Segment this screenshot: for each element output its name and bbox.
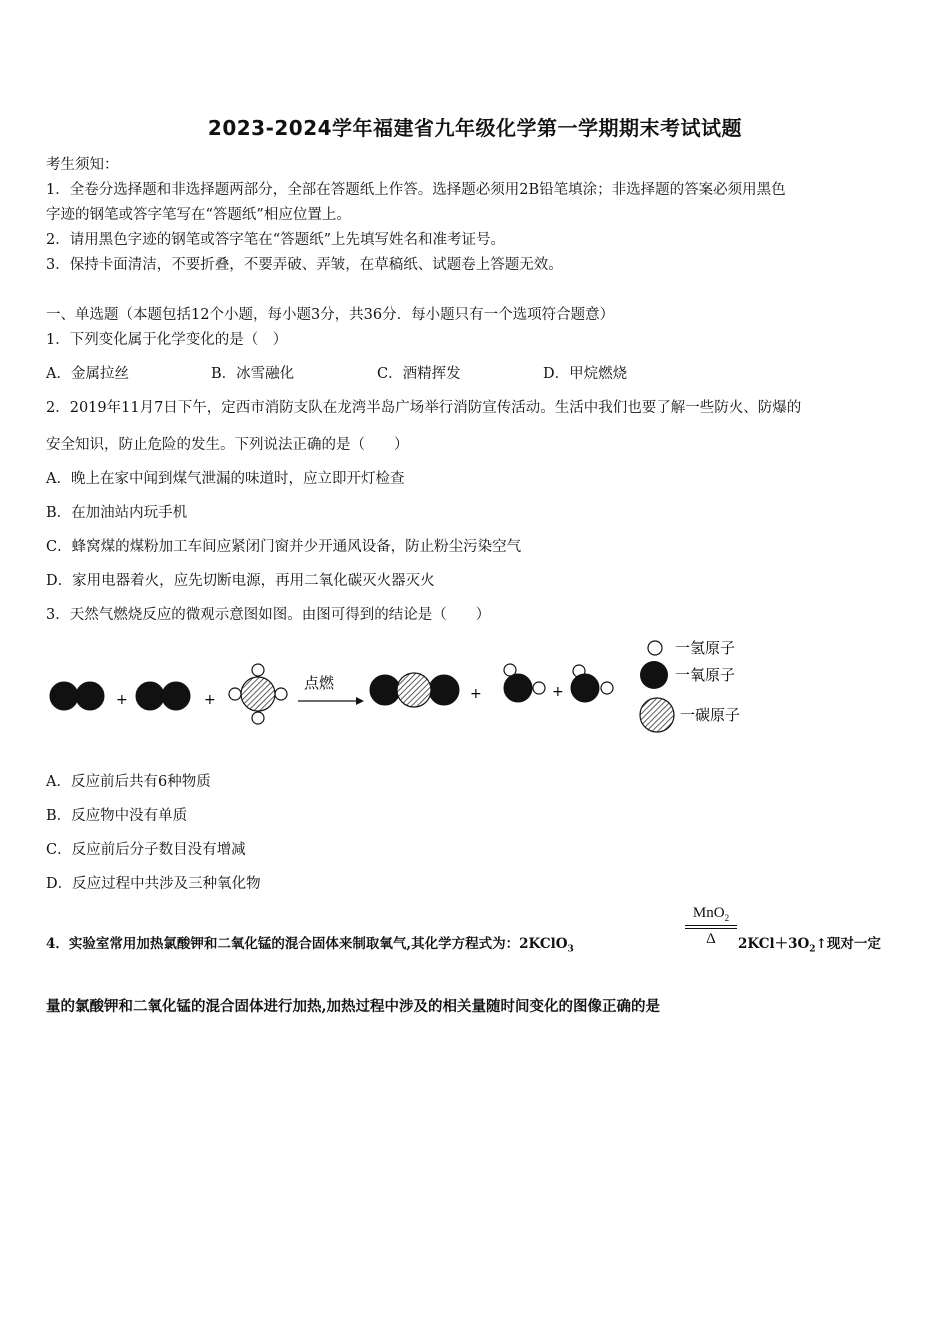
q4-product: 2KCl＋3O xyxy=(738,936,810,952)
question-stem: 3．天然气燃烧反应的微观示意图如图。由图可得到的结论是（ ） xyxy=(46,607,491,623)
carbon-atom-icon xyxy=(640,698,674,732)
question-stem-cont xyxy=(738,932,881,955)
question-stem: 1．下列变化属于化学变化的是（ ） xyxy=(46,332,288,348)
q1-options xyxy=(46,362,627,383)
page-title: 2023-2024学年福建省九年级化学第一学期期末考试试题 xyxy=(207,116,743,140)
legend-carbon: 一碳原子 xyxy=(680,706,741,724)
option-d: D．家用电器着火，应先切断电源，再用二氧化碳灭火器灭火 xyxy=(46,573,435,589)
notice-heading: 考生须知： xyxy=(46,157,119,173)
option-b: B．反应物中没有单质 xyxy=(46,808,188,824)
legend xyxy=(640,639,740,732)
hydrogen-atom-icon xyxy=(648,641,662,655)
water-molecule xyxy=(571,665,613,702)
oxygen-molecule xyxy=(136,682,190,710)
legend-oxygen: 一氧原子 xyxy=(675,666,736,684)
reaction-diagram xyxy=(40,630,780,740)
equals-sign xyxy=(685,925,737,929)
option-d: D．反应过程中共涉及三种氧化物 xyxy=(46,876,261,892)
reaction-condition: 点燃 xyxy=(304,674,335,692)
question-stem: 安全知识，防止危险的发生。下列说法正确的是（ ） xyxy=(46,437,409,453)
notice-item: 1．全卷分选择题和非选择题两部分，全部在答题纸上作答。选择题必须用2B铅笔填涂；非选择题的答案必须用黑色 xyxy=(46,182,786,198)
reaction-arrow xyxy=(298,674,364,705)
plus-sign: + xyxy=(116,692,128,708)
legend-hydrogen: 一氢原子 xyxy=(675,639,736,657)
heat-symbol: Δ xyxy=(706,931,716,947)
q4-reactant-sub: 3 xyxy=(567,944,574,955)
option-c: C．反应前后分子数目没有增减 xyxy=(46,842,246,858)
water-molecule xyxy=(504,664,545,702)
option-b: B．在加油站内玩手机 xyxy=(46,505,188,521)
option-d: D．甲烷燃烧 xyxy=(543,366,628,382)
option-a: A．金属拉丝 xyxy=(46,366,129,382)
option-a: A．晚上在家中闻到煤气泄漏的味道时，应立即开灯检查 xyxy=(46,471,405,487)
option-b: B．冰雪融化 xyxy=(211,366,295,382)
question-stem: 2．2019年11月7日下午，定西市消防支队在龙湾半岛广场举行消防宣传活动。生活中我们也要了解一些防火、防爆的 xyxy=(46,400,802,416)
q4-product-sub: 2 xyxy=(809,944,816,955)
plus-sign: + xyxy=(204,692,216,708)
section-heading: 一、单选题（本题包括12个小题，每小题3分，共36分．每小题只有一个选项符合题意） xyxy=(46,307,615,323)
catalyst: MnO$_2$ xyxy=(692,905,730,923)
notice-item: 2．请用黑色字迹的钢笔或答字笔在“答题纸”上先填写姓名和准考证号。 xyxy=(46,232,506,248)
question-stem xyxy=(46,932,574,955)
option-a: A．反应前后共有6种物质 xyxy=(46,774,211,790)
notice-item: 字迹的钢笔或答字笔写在“答题纸”相应位置上。 xyxy=(46,207,351,223)
question-stem: 量的氯酸钾和二氧化锰的混合固体进行加热,加热过程中涉及的相关量随时间变化的图像正确的是 xyxy=(46,998,661,1015)
q4-stem-after: ↑现对一定 xyxy=(815,936,881,952)
q4-stem: 4．实验室常用加热氯酸钾和二氧化锰的混合固体来制取氧气,其化学方程式为： xyxy=(46,936,520,952)
methane-molecule xyxy=(229,664,287,724)
oxygen-molecule xyxy=(50,682,104,710)
equation-condition xyxy=(685,905,737,948)
q4-reactant: 2KClO xyxy=(519,936,568,952)
oxygen-atom-icon xyxy=(640,661,668,689)
plus-sign: + xyxy=(552,684,564,700)
option-c: C．蜂窝煤的煤粉加工车间应紧闭门窗并少开通风设备，防止粉尘污染空气 xyxy=(46,539,522,555)
carbon-dioxide-molecule xyxy=(370,673,459,707)
notice-item: 3．保持卡面清洁，不要折叠，不要弄破、弄皱，在草稿纸、试题卷上答题无效。 xyxy=(46,257,563,273)
option-c: C．酒精挥发 xyxy=(377,366,461,382)
plus-sign: + xyxy=(470,686,482,702)
